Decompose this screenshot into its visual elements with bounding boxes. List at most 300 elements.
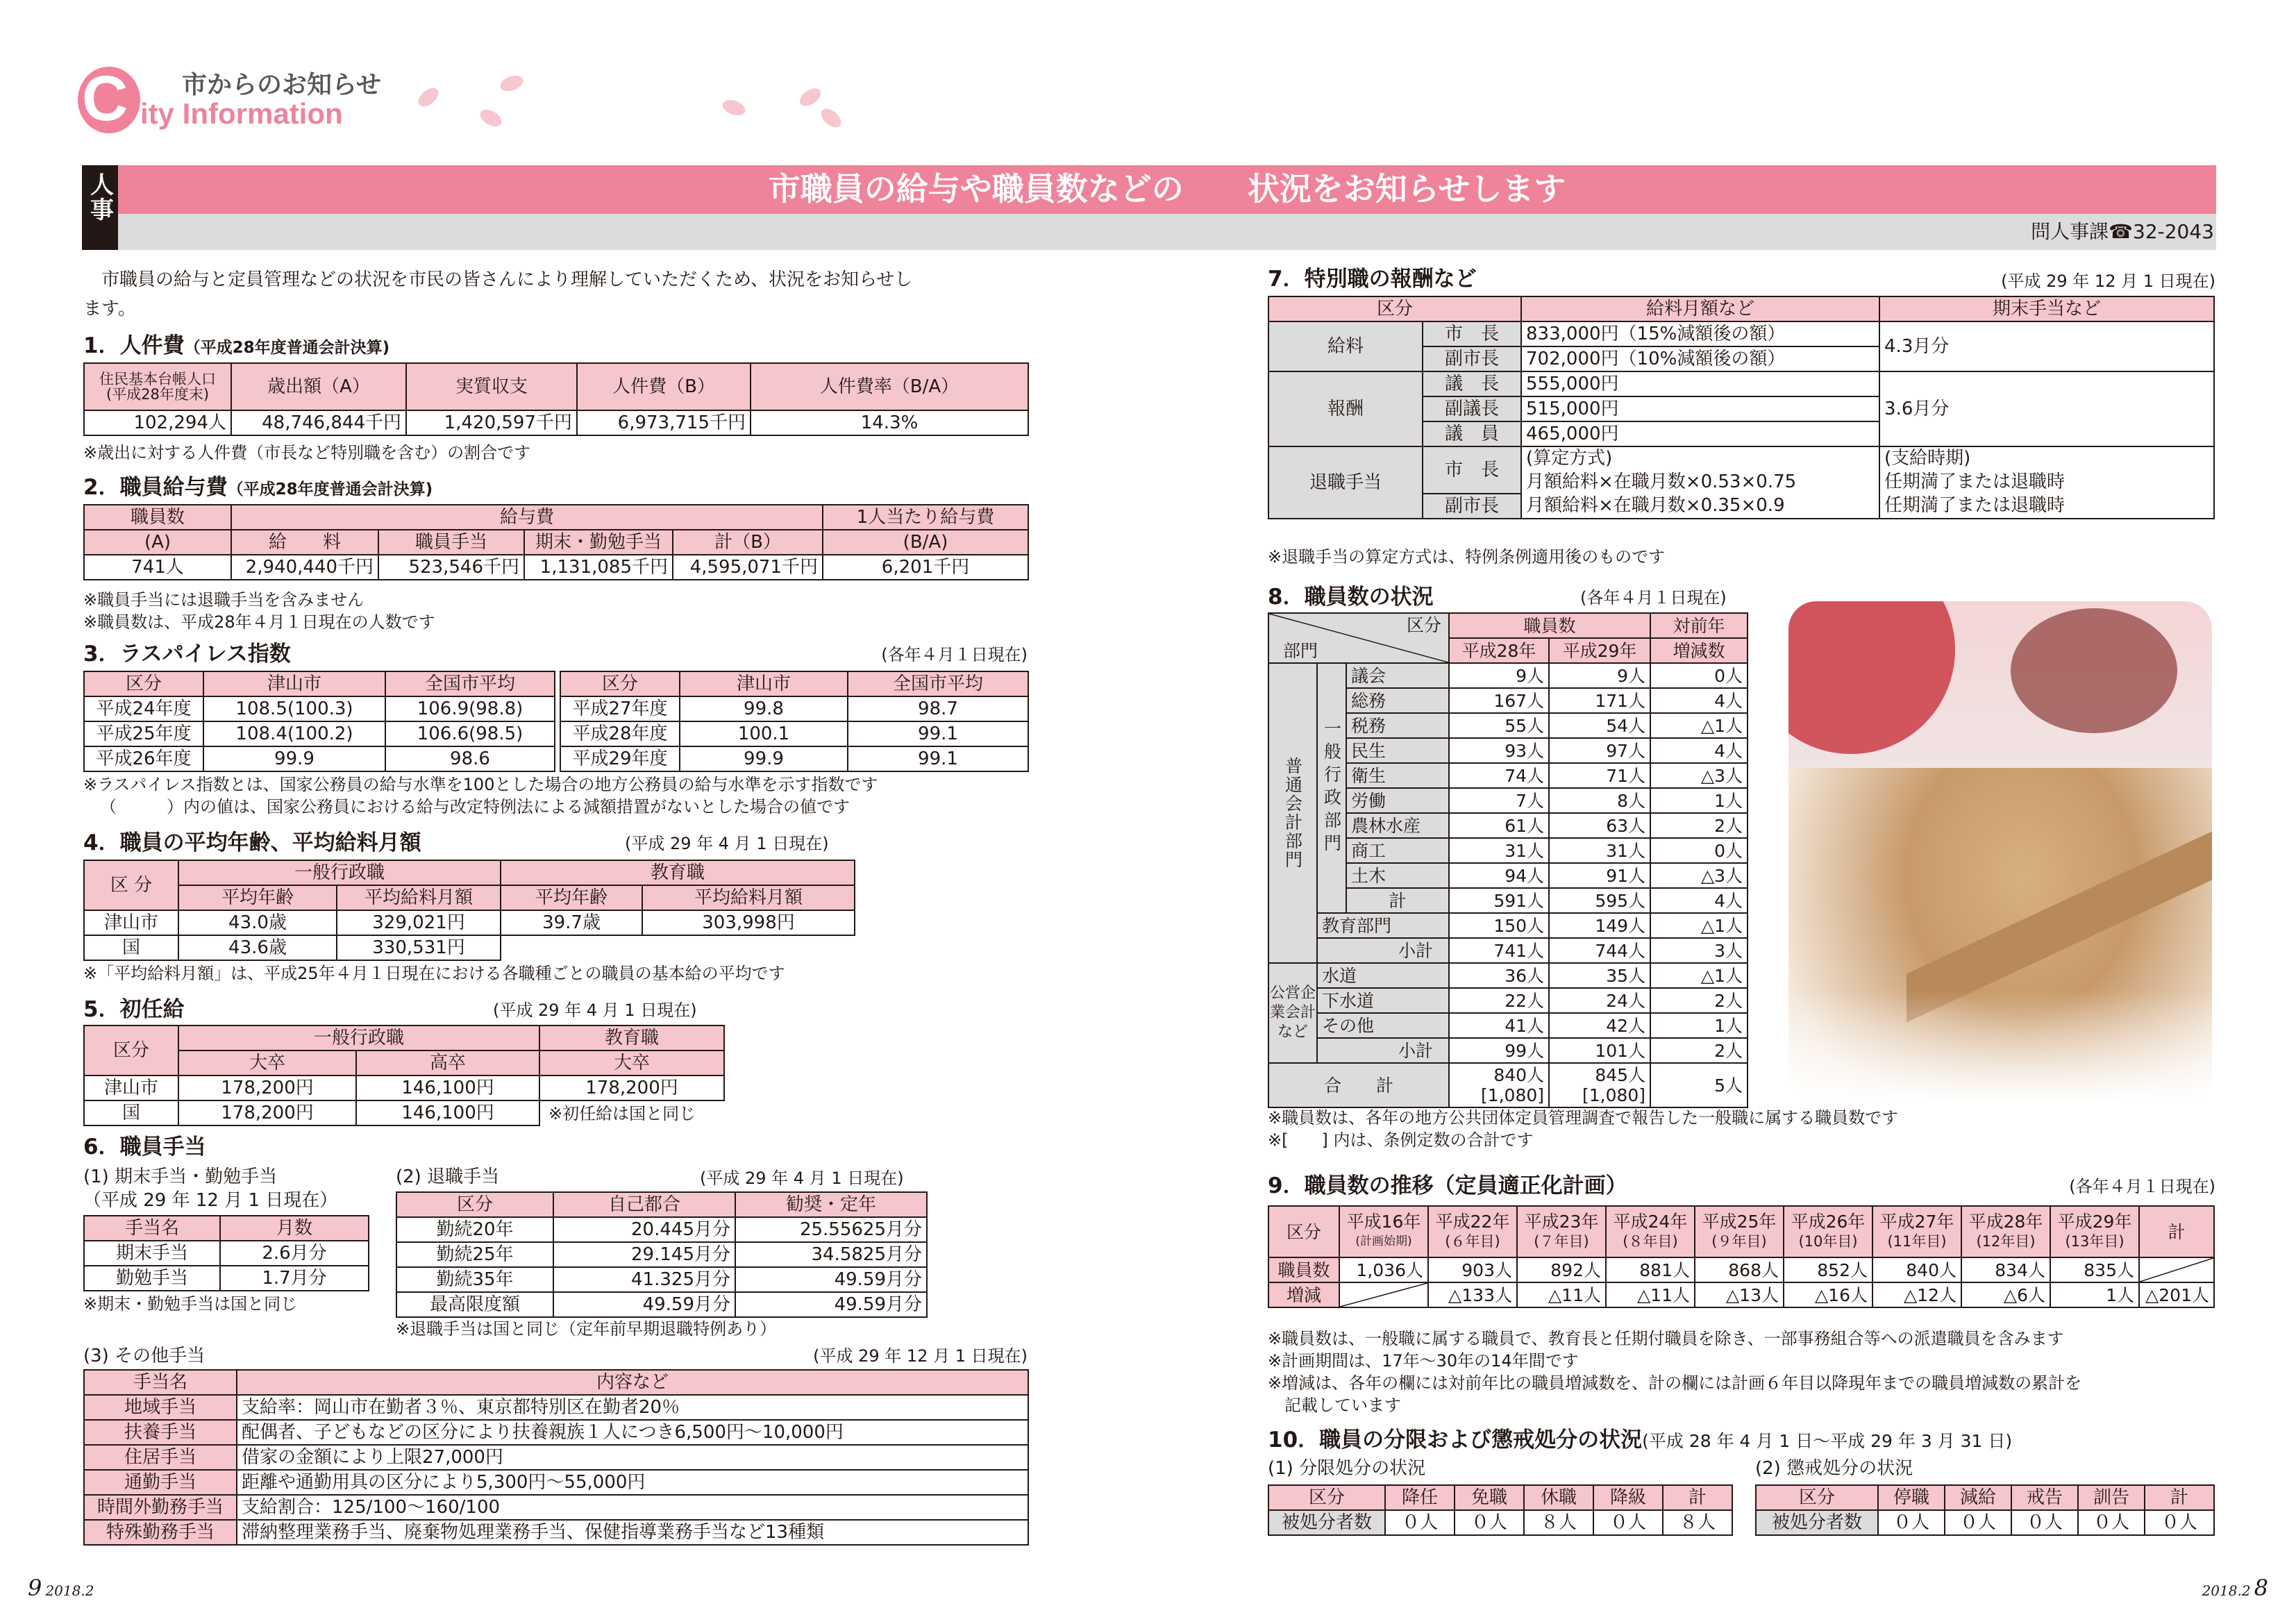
table-cell: 91人 <box>1549 863 1650 888</box>
column-header: 一般行政職 <box>178 860 501 885</box>
table-cell: 98.7 <box>848 696 1028 721</box>
as-of-date: (平成 29 年 4 月 1 日現在) <box>700 1169 904 1188</box>
column-header: 全国市平均 <box>385 671 555 696</box>
table-cell: (算定方式) <box>1521 446 1879 470</box>
table-cell: 支給割合：125/100〜160/100 <box>237 1495 1028 1520</box>
column-header: 平成22年 (６年目) <box>1428 1206 1517 1257</box>
table-cell: ０人 <box>1385 1510 1455 1535</box>
table-cell: 99.1 <box>848 746 1028 771</box>
table-cell: ０人 <box>1455 1510 1524 1535</box>
column-header: 降級 <box>1593 1485 1663 1510</box>
petal-decoration <box>415 84 442 110</box>
table-row <box>1268 446 2214 470</box>
table-cell: 市 長 <box>1423 321 1521 346</box>
table-row <box>1268 913 1748 938</box>
table-cell: 4人 <box>1650 888 1748 913</box>
subsection-title: (2) 退職手当 <box>396 1166 500 1187</box>
table-cell: 98.6 <box>385 746 555 771</box>
table-header-row <box>84 860 855 885</box>
table-cell: 滞納整理業務手当、廃棄物処理業務手当、保健指導業務手当など13種類 <box>237 1520 1028 1545</box>
column-header: 免職 <box>1455 1485 1524 1510</box>
table-cell: 地域手当 <box>84 1395 237 1420</box>
table-cell: 835人 <box>2050 1257 2139 1282</box>
table-cell: 3人 <box>1650 938 1748 963</box>
table-row <box>396 1267 927 1292</box>
table-cell: 49.59月分 <box>553 1292 735 1317</box>
footnote <box>1268 1328 2081 1416</box>
table-row <box>84 721 555 746</box>
table-cell: 868人 <box>1695 1257 1784 1282</box>
table-cell: 515,000円 <box>1521 396 1879 421</box>
as-of-date: （平成 29 年 12 月 1 日現在） <box>83 1190 338 1211</box>
table-row <box>1268 963 1748 988</box>
column-header: 給与費 <box>231 505 823 530</box>
table-cell: 1,131,085千円 <box>524 555 673 580</box>
column-header: 職員数 <box>84 505 231 530</box>
table-header-row <box>84 505 1028 530</box>
table-cell: 1,036人 <box>1339 1257 1428 1282</box>
row-label: 水道 <box>1317 963 1449 988</box>
table-cell: 特殊勤務手当 <box>84 1520 237 1545</box>
table-row <box>84 1420 1028 1445</box>
row-label: その他 <box>1317 1013 1449 1038</box>
as-of-date: (平成 29 年 12 月 1 日現在) <box>2001 271 2215 291</box>
contact-info: 問人事課☎32-2043 <box>2031 220 2214 243</box>
section-7-heading: 7．特別職の報酬など <box>1268 267 1477 292</box>
table-cell: 平成28年度 <box>560 721 680 746</box>
table-cell: 7人 <box>1449 788 1549 813</box>
footnote-line: ※職員数は、一般職に属する職員で、教育長と任期付職員を除き、一部事務組合等への派遣職員を含みます <box>1268 1329 2064 1348</box>
footnote <box>83 589 435 633</box>
row-label: 総務 <box>1346 688 1449 713</box>
column-header: 平均給料月額 <box>337 885 501 910</box>
table-cell: ８人 <box>1663 1510 1732 1535</box>
table-cell: 852人 <box>1784 1257 1872 1282</box>
table-cell: 平成25年度 <box>84 721 203 746</box>
footnote: ※退職手当の算定方式は、特例条例適用後のものです <box>1268 547 1666 567</box>
row-label: 民生 <box>1346 738 1449 763</box>
row-label: 土木 <box>1346 863 1449 888</box>
row-label: 計 <box>1346 888 1449 913</box>
table-cell: 1,420,597千円 <box>406 410 577 435</box>
table-row <box>1268 1063 1748 1107</box>
table-cell: 840人 [1,080] <box>1449 1063 1549 1107</box>
section-1-heading: 1．人件費（平成28年度普通会計決算) <box>83 333 390 358</box>
table-row <box>1268 663 1748 688</box>
subsection-title: (1) 期末手当・勤勉手当 <box>83 1166 278 1187</box>
table-cell: 時間外勤務手当 <box>84 1495 237 1520</box>
table-header-row <box>84 885 855 910</box>
table-row <box>396 1217 927 1242</box>
footnote-line: 記載しています <box>1268 1396 1401 1415</box>
table-cell: 43.0歳 <box>178 910 337 935</box>
page-title: 市職員の給与や職員数などの 状況をお知らせします <box>768 170 1566 208</box>
column-header: 平成28年 <box>1449 638 1549 663</box>
table-cell: 100.1 <box>680 721 848 746</box>
column-header: 期末手当など <box>1879 296 2214 321</box>
table-cell: 146,100円 <box>356 1100 539 1125</box>
table-cell: 99.8 <box>680 696 848 721</box>
row-label: 農林水産 <box>1346 813 1449 838</box>
table-row <box>560 746 1028 771</box>
table-cell: 93人 <box>1449 738 1549 763</box>
table-cell: 74人 <box>1449 763 1549 788</box>
table-row <box>84 1241 369 1266</box>
row-label: 衛生 <box>1346 763 1449 788</box>
column-header: 平成27年 (11年目) <box>1872 1206 1961 1257</box>
column-header: 平成23年 (７年目) <box>1517 1206 1606 1257</box>
table-row <box>396 1292 927 1317</box>
table-cell: 支給率：岡山市在勤者３％、東京都特別区在勤者20％ <box>237 1395 1028 1420</box>
table-row <box>1268 1282 2214 1307</box>
row-group: 一般行政部門 <box>1317 663 1346 913</box>
status-disposition-table <box>1268 1484 1733 1536</box>
table-header-row <box>1756 1485 2214 1510</box>
row-label: 税務 <box>1346 713 1449 738</box>
table-cell: 43.6歳 <box>178 935 337 960</box>
staff-count-table <box>1268 612 1748 1108</box>
footnote-line: ※計画期間は、17年〜30年の14年間です <box>1268 1351 1579 1371</box>
table-cell: 平成24年度 <box>84 696 203 721</box>
table-cell: 102,294人 <box>84 410 231 435</box>
footnote <box>83 773 878 818</box>
footnote-line: （ ）内の値は、国家公務員における給与改定特例法による減額措置がないとした場合の値です <box>100 797 850 817</box>
footnote-line: ※職員数は、平成28年４月１日現在の人数です <box>83 612 435 632</box>
logo-top: 市からのお知らせ <box>182 71 381 99</box>
column-header: 平成29年 <box>1549 638 1650 663</box>
table-cell <box>2139 1257 2214 1282</box>
column-header: 津山市 <box>680 671 848 696</box>
table-cell: △1人 <box>1650 913 1748 938</box>
as-of-date: (平成 29 年 12 月 1 日現在) <box>813 1346 1028 1366</box>
intro-line: ます。 <box>83 299 136 319</box>
table-row <box>84 555 1028 580</box>
table-cell: 副市長 <box>1423 346 1521 371</box>
table-cell: 副市長 <box>1423 494 1521 519</box>
column-header: 勧奨・定年 <box>735 1192 927 1217</box>
subsection-title: (3) その他手当 <box>83 1346 206 1366</box>
diagonal-line <box>1340 1283 1427 1307</box>
petal-decoration <box>818 105 845 131</box>
table-cell: 591人 <box>1449 888 1549 913</box>
table-cell: 2,940,440千円 <box>231 555 378 580</box>
retirement-allowance-table <box>396 1191 928 1318</box>
column-header: 休職 <box>1524 1485 1593 1510</box>
header-label: 区分 <box>1407 615 1442 635</box>
footnote: ※初任給は国と同じ <box>548 1104 696 1123</box>
column-header: 対前年 <box>1650 613 1748 638</box>
row-header: 報酬 <box>1268 371 1423 446</box>
table-cell: 0人 <box>1650 663 1748 688</box>
column-header: 増減数 <box>1650 638 1748 663</box>
column-header: 降任 <box>1385 1485 1455 1510</box>
row-label: 議会 <box>1346 663 1449 688</box>
table-cell: 39.7歳 <box>501 910 642 935</box>
table-cell: 840人 <box>1872 1257 1961 1282</box>
column-header: 大卒 <box>178 1050 356 1075</box>
row-label: 労働 <box>1346 788 1449 813</box>
table-cell: 国 <box>84 935 178 960</box>
table-header-row <box>84 1026 724 1050</box>
table-cell: 36人 <box>1449 963 1549 988</box>
column-header: 平均給料月額 <box>642 885 855 910</box>
row-label: 被処分者数 <box>1268 1510 1385 1535</box>
table-row <box>1268 1257 2214 1282</box>
table-cell: 55人 <box>1449 713 1549 738</box>
column-header: 区分 <box>1268 1206 1339 1257</box>
table-cell: ０人 <box>2011 1510 2078 1535</box>
column-header: 高卒 <box>356 1050 539 1075</box>
table-cell: 2人 <box>1650 813 1748 838</box>
petal-decoration <box>477 106 504 130</box>
empty-cell <box>642 935 855 960</box>
logo-c: C <box>82 63 128 134</box>
table-cell: 41.325月分 <box>553 1267 735 1292</box>
table-cell: 2人 <box>1650 988 1748 1013</box>
footnote: ※退職手当は国と同じ（定年前早期退職特例あり） <box>396 1319 777 1339</box>
table-cell: 61人 <box>1449 813 1549 838</box>
section-2-heading: 2．職員給与費（平成28年度普通会計決算) <box>83 475 433 500</box>
footnote-line: ※ラスパイレス指数とは、国家公務員の給与水準を100とした場合の地方公務員の給与水準を示す指数です <box>83 775 878 794</box>
column-header: 実質収支 <box>406 363 577 410</box>
table-cell: 99.9 <box>203 746 385 771</box>
row-header: 退職手当 <box>1268 446 1423 519</box>
table-cell: 34.5825月分 <box>735 1242 927 1267</box>
column-header: 給 料 <box>231 530 378 555</box>
table-cell: 平成26年度 <box>84 746 203 771</box>
table-cell: 903人 <box>1428 1257 1517 1282</box>
as-of-date: (各年４月１日現在) <box>1580 588 1727 608</box>
table-cell: 171人 <box>1549 688 1650 713</box>
section-4-heading: 4．職員の平均年齢、平均給料月額 <box>83 830 421 855</box>
row-label: 職員数 <box>1268 1257 1339 1282</box>
column-header: 人件費率（B/A） <box>751 363 1028 410</box>
disciplinary-action-table <box>1755 1484 2215 1536</box>
table-cell: 101人 <box>1549 1038 1650 1063</box>
column-header: 計 <box>2145 1485 2214 1510</box>
table-cell: 9人 <box>1449 663 1549 688</box>
footnote <box>1268 1107 1898 1151</box>
personnel-cost-table <box>83 362 1029 436</box>
column-header: 月数 <box>220 1216 369 1241</box>
corner-header <box>1268 613 1449 663</box>
category-tag: 人事 <box>82 165 118 250</box>
table-cell: 平成29年度 <box>560 746 680 771</box>
table-cell: 1人 <box>1650 788 1748 813</box>
footnote-line: ※職員数は、各年の地方公共団体定員管理調査で報告した一般職に属する職員数です <box>1268 1108 1899 1128</box>
table-cell: 最高限度額 <box>396 1292 553 1317</box>
table-cell: 勤続20年 <box>396 1217 553 1242</box>
table-cell: 議 長 <box>1423 371 1521 396</box>
table-cell: 465,000円 <box>1521 421 1879 446</box>
table-cell: 津山市 <box>84 1075 178 1100</box>
table-cell <box>1339 1282 1428 1307</box>
table-row <box>84 910 855 935</box>
table-row <box>1268 371 2214 396</box>
other-allowances-table <box>83 1369 1029 1546</box>
table-cell: 勤続25年 <box>396 1242 553 1267</box>
petal-decoration <box>721 97 748 118</box>
table-cell: 303,998円 <box>642 910 855 935</box>
logo-rest: ity Information <box>140 97 343 130</box>
laspeyres-table-right <box>560 671 1029 772</box>
table-cell: 2人 <box>1650 1038 1748 1063</box>
table-cell: 178,200円 <box>178 1075 356 1100</box>
column-header: 平均年齢 <box>178 885 337 910</box>
column-header: 計 <box>2139 1206 2214 1257</box>
column-header: 平均年齢 <box>501 885 642 910</box>
table-cell: 月額給料×在職月数×0.53×0.75 <box>1521 470 1879 494</box>
column-header: (B/A) <box>823 530 1028 555</box>
column-header: 歳出額（A） <box>231 363 406 410</box>
row-label: 商工 <box>1346 838 1449 863</box>
intro-line: 市職員の給与と定員管理などの状況を市民の皆さんにより理解していただくため、状況をお知らせし <box>101 269 913 290</box>
table-row <box>84 1075 724 1100</box>
table-row <box>84 696 555 721</box>
row-label: 小計 <box>1317 1038 1449 1063</box>
table-cell: 48,746,844千円 <box>231 410 406 435</box>
table-cell: △201人 <box>2139 1282 2214 1307</box>
table-cell: △1人 <box>1650 963 1748 988</box>
table-cell: 平成27年度 <box>560 696 680 721</box>
table-cell: 99人 <box>1449 1038 1549 1063</box>
column-header: 区 分 <box>84 860 178 910</box>
table-cell: 150人 <box>1449 913 1549 938</box>
table-cell: 1.7月分 <box>220 1266 369 1291</box>
table-cell: 71人 <box>1549 763 1650 788</box>
table-cell: 741人 <box>1449 938 1549 963</box>
table-cell: 108.5(100.3) <box>203 696 385 721</box>
table-cell: ０人 <box>1945 1510 2011 1535</box>
table-cell: 14.3% <box>751 410 1028 435</box>
table-cell: 49.59月分 <box>735 1292 927 1317</box>
footnote-line: ※[ ] 内は、条例定数の合計です <box>1268 1130 1534 1150</box>
table-cell: 25.55625月分 <box>735 1217 927 1242</box>
column-header: 津山市 <box>203 671 385 696</box>
table-cell: 1人 <box>2050 1282 2139 1307</box>
table-row <box>84 1266 369 1291</box>
table-row <box>84 746 555 771</box>
table-row <box>396 1242 927 1267</box>
column-header: 1人当たり給与費 <box>823 505 1028 530</box>
table-cell: 35人 <box>1549 963 1650 988</box>
column-header: 期末・勤勉手当 <box>524 530 673 555</box>
column-header: 区分 <box>84 671 203 696</box>
table-cell: 期末手当 <box>84 1241 220 1266</box>
table-cell: 329,021円 <box>337 910 501 935</box>
row-label: 合 計 <box>1268 1063 1449 1107</box>
subtitle-bar <box>118 214 2216 250</box>
row-label: 小計 <box>1317 938 1449 963</box>
table-cell: 99.1 <box>848 721 1028 746</box>
table-row <box>84 1445 1028 1470</box>
table-cell: 6,201千円 <box>823 555 1028 580</box>
table-cell: 702,000円（10%減額後の額） <box>1521 346 1879 371</box>
subsection-title: (1) 分限処分の状況 <box>1268 1458 1426 1479</box>
table-header-row <box>84 363 1028 410</box>
table-header-row <box>396 1192 927 1217</box>
as-of-date: (各年４月１日現在) <box>2069 1177 2215 1196</box>
column-header: 平成24年 (８年目) <box>1606 1206 1695 1257</box>
table-cell: 149人 <box>1549 913 1650 938</box>
row-group: 公営企業会計など <box>1268 963 1317 1063</box>
column-header: 平成26年 (10年目) <box>1784 1206 1872 1257</box>
table-cell: 595人 <box>1549 888 1650 913</box>
table-row <box>1756 1510 2214 1535</box>
table-cell: ０人 <box>1878 1510 1945 1535</box>
bonus-table <box>83 1215 369 1291</box>
table-cell: ０人 <box>2078 1510 2145 1535</box>
page-number-left: 9 2018.2 <box>28 1575 94 1601</box>
table-cell: 555,000円 <box>1521 371 1879 396</box>
row-header: 給料 <box>1268 321 1423 371</box>
footnote-line: ※職員手当には退職手当を含みません <box>83 590 364 610</box>
table-row <box>560 721 1028 746</box>
salary-cost-table <box>83 504 1029 580</box>
table-cell: 845人 [1,080] <box>1549 1063 1650 1107</box>
table-cell: ０人 <box>1593 1510 1663 1535</box>
table-cell: 834人 <box>1961 1257 2050 1282</box>
table-cell: 178,200円 <box>178 1100 356 1125</box>
table-cell: 20.445月分 <box>553 1217 735 1242</box>
table-cell: △12人 <box>1872 1282 1961 1307</box>
column-header: 職員手当 <box>378 530 524 555</box>
column-header: 減給 <box>1945 1485 2011 1510</box>
table-header-row <box>560 671 1028 696</box>
column-header: 停職 <box>1878 1485 1945 1510</box>
column-header: (A) <box>84 530 231 555</box>
table-cell: 3.6月分 <box>1879 371 2214 446</box>
table-cell: 副議長 <box>1423 396 1521 421</box>
table-cell: 国 <box>84 1100 178 1125</box>
average-age-salary-table <box>83 860 855 961</box>
petal-decoration <box>498 73 526 94</box>
table-cell: 63人 <box>1549 813 1650 838</box>
table-cell: ８人 <box>1524 1510 1593 1535</box>
column-header: 区分 <box>1268 1485 1385 1510</box>
table-cell: 住居手当 <box>84 1445 237 1470</box>
table-cell: 距離や通勤用具の区分により5,300円〜55,000円 <box>237 1470 1028 1495</box>
column-header: 手当名 <box>84 1216 220 1241</box>
column-header: 計 <box>1663 1485 1732 1510</box>
table-cell: △1人 <box>1650 713 1748 738</box>
table-cell: 扶養手当 <box>84 1420 237 1445</box>
table-cell: △6人 <box>1961 1282 2050 1307</box>
table-header-row <box>84 530 1028 555</box>
footnote: ※「平均給料月額」は、平成25年４月１日現在における各職種ごとの職員の基本給の平均です <box>83 964 785 983</box>
table-cell: 741人 <box>84 555 231 580</box>
table-cell: 99.9 <box>680 746 848 771</box>
column-header: 一般行政職 <box>178 1026 539 1050</box>
table-header-row <box>1268 296 2214 321</box>
laspeyres-table-left <box>83 671 555 772</box>
column-header: 教育職 <box>501 860 855 885</box>
section-3-heading: 3．ラスパイレス指数 <box>83 642 291 667</box>
column-header: 人件費（B） <box>577 363 751 410</box>
table-cell: △3人 <box>1650 763 1748 788</box>
table-row <box>1268 988 1748 1013</box>
column-header: 訓告 <box>2078 1485 2145 1510</box>
table-cell: 5人 <box>1650 1063 1748 1107</box>
table-cell: 22人 <box>1449 988 1549 1013</box>
page-number-right: 2018.2 8 <box>2202 1575 2268 1601</box>
table-cell: 97人 <box>1549 738 1650 763</box>
column-header: 手当名 <box>84 1370 237 1395</box>
section-9-heading: 9．職員数の推移（定員適正化計画） <box>1268 1173 1627 1198</box>
table-cell: 借家の金額により上限27,000円 <box>237 1445 1028 1470</box>
table-cell: 41人 <box>1449 1013 1549 1038</box>
table-cell: 4人 <box>1650 688 1748 713</box>
